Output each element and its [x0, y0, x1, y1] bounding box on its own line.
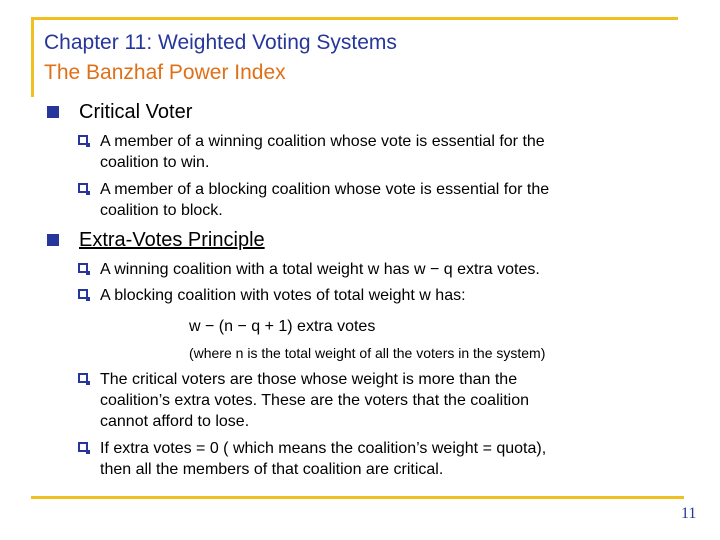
checkbox-bullet-icon	[78, 442, 88, 452]
list-item-text: A member of a winning coalition whose vote is essential for the	[100, 133, 545, 150]
list-item-text: then all the members of that coalition are critical.	[100, 461, 444, 478]
checkbox-bullet-icon	[78, 289, 88, 299]
checkbox-bullet-icon	[78, 183, 88, 193]
list-item-text: coalition to win.	[100, 154, 210, 171]
checkbox-bullet-icon	[78, 135, 88, 145]
accent-bar-left	[31, 17, 34, 97]
section-heading: Critical Voter	[79, 101, 193, 123]
list-item-text: coalition to block.	[100, 202, 223, 219]
list-item-text: The critical voters are those whose weight is more than the	[100, 371, 518, 388]
accent-bar-bottom	[31, 496, 684, 499]
list-item-text: If extra votes = 0 ( which means the coalition’s weight = quota),	[100, 440, 547, 457]
list-item-text: coalition’s extra votes. These are the voters that the coalition	[100, 392, 529, 409]
title-subtitle: The Banzhaf Power Index	[44, 61, 286, 84]
square-bullet-icon	[47, 106, 59, 118]
extra-votes-formula: w − (n − q + 1) extra votes	[189, 318, 376, 335]
slide-title	[44, 28, 397, 88]
section-heading: Extra-Votes Principle	[79, 229, 265, 251]
checkbox-bullet-icon	[78, 263, 88, 273]
list-item-text: A winning coalition with a total weight w has w − q extra votes.	[100, 261, 540, 278]
checkbox-bullet-icon	[78, 373, 88, 383]
page-number: 11	[681, 505, 697, 522]
list-item-text: A blocking coalition with votes of total weight w has:	[100, 287, 466, 304]
formula-note: (where n is the total weight of all the voters in the system)	[189, 345, 546, 361]
title-chapter: Chapter 11: Weighted Voting Systems	[44, 31, 397, 54]
square-bullet-icon	[47, 234, 59, 246]
list-item-text: cannot afford to lose.	[100, 413, 250, 430]
accent-bar-top	[31, 17, 678, 20]
list-item-text: A member of a blocking coalition whose vote is essential for the	[100, 181, 550, 198]
